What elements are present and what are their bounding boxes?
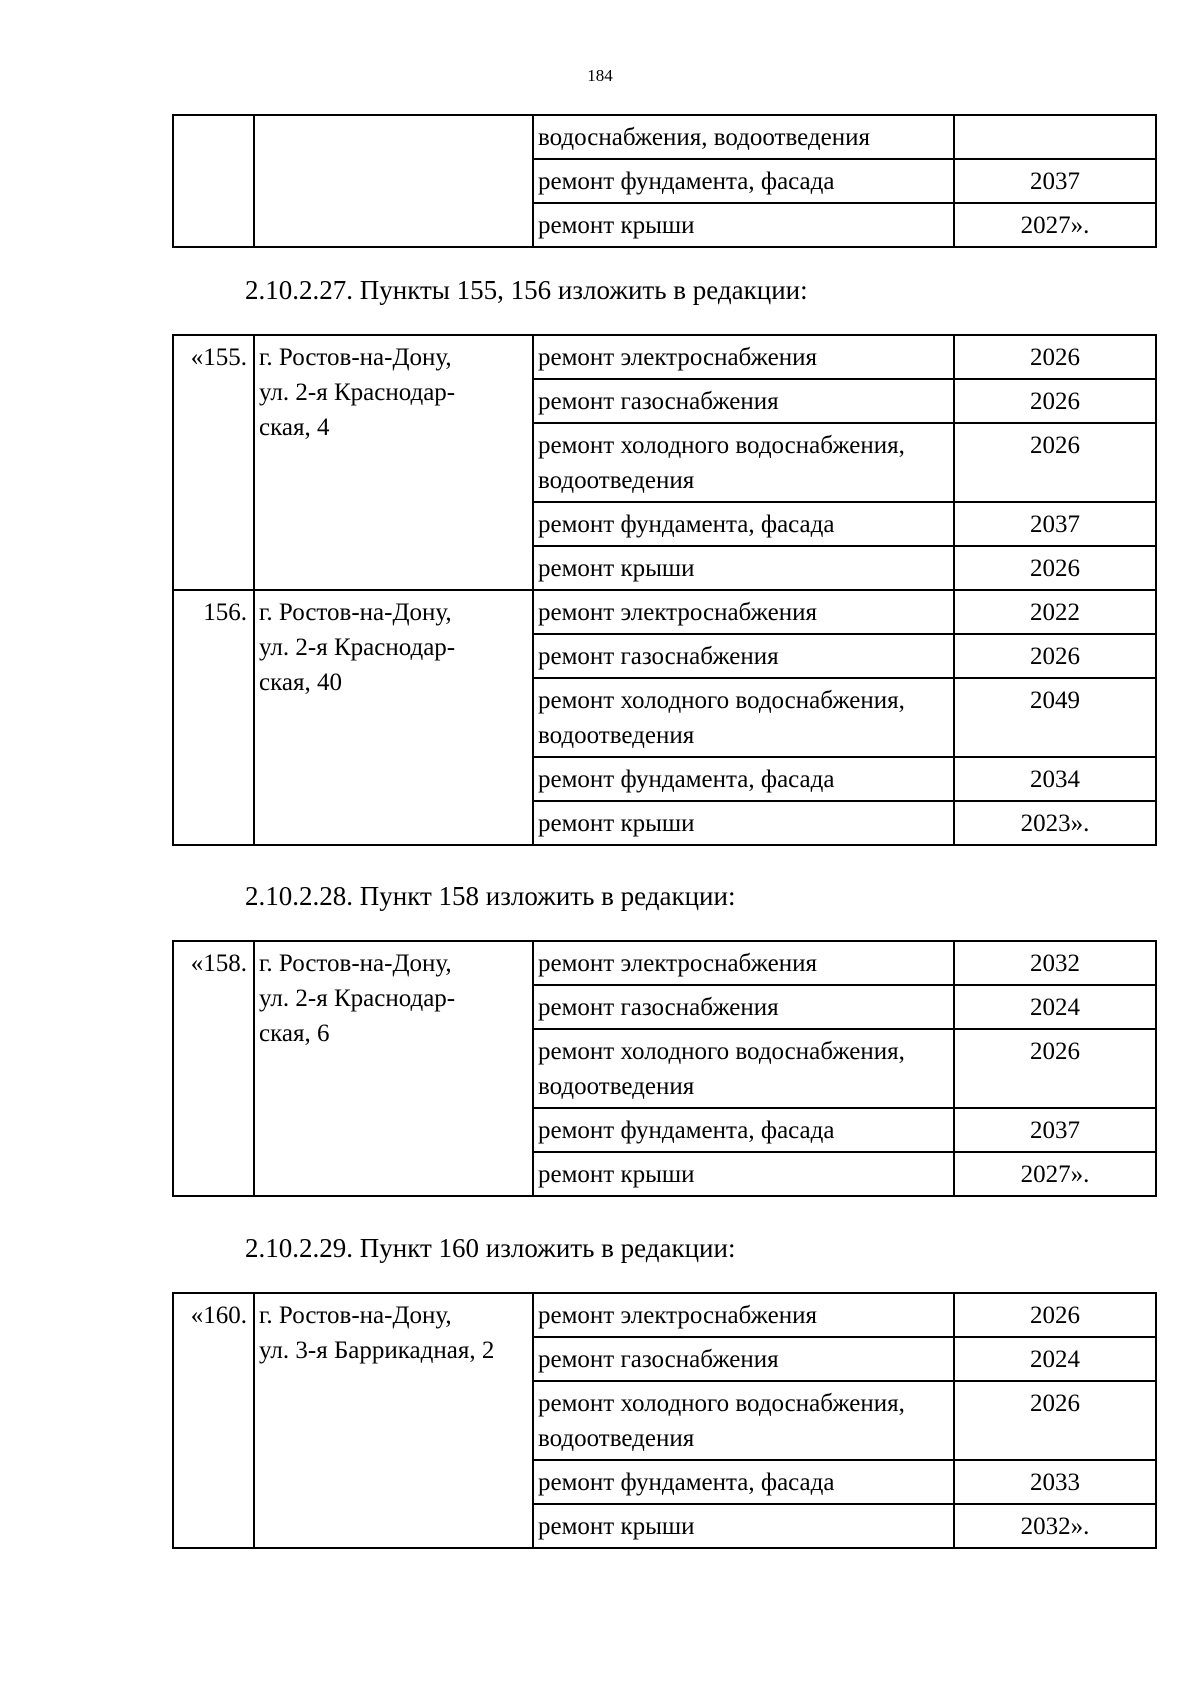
section-table xyxy=(172,940,1157,1197)
section-heading: 2.10.2.28. Пункт 158 изложить в редакции: xyxy=(245,881,736,911)
year-cell: 2026 xyxy=(954,1293,1156,1337)
work-cell: ремонт газоснабжения xyxy=(533,634,954,678)
table-row xyxy=(173,941,1156,985)
work-cell: водоснабжения, водоотведения xyxy=(533,115,954,159)
page-number: 184 xyxy=(587,66,613,85)
year-cell: 2026 xyxy=(954,1381,1156,1460)
work-cell: ремонт фундамента, фасада xyxy=(533,757,954,801)
table-row xyxy=(173,335,1156,379)
work-cell: ремонт фундамента, фасада xyxy=(533,159,954,203)
section-heading: 2.10.2.27. Пункты 155, 156 изложить в редакции: xyxy=(245,275,808,305)
work-cell: ремонт фундамента, фасада xyxy=(533,1460,954,1504)
table-row xyxy=(173,115,1156,159)
work-cell: ремонт фундамента, фасада xyxy=(533,502,954,546)
year-cell: 2049 xyxy=(954,678,1156,757)
year-cell: 2026 xyxy=(954,634,1156,678)
work-cell: ремонт электроснабжения xyxy=(533,941,954,985)
work-cell: ремонт холодного водоснабжения, водоотведения xyxy=(533,1029,954,1108)
year-cell: 2027». xyxy=(954,203,1156,247)
item-number-cell: 156. xyxy=(173,590,254,845)
year-cell: 2032 xyxy=(954,941,1156,985)
year-cell: 2026 xyxy=(954,423,1156,502)
year-cell: 2032». xyxy=(954,1504,1156,1548)
work-cell: ремонт крыши xyxy=(533,203,954,247)
item-number-cell: «155. xyxy=(173,335,254,590)
work-cell: ремонт крыши xyxy=(533,1504,954,1548)
year-cell xyxy=(954,115,1156,159)
work-cell: ремонт крыши xyxy=(533,1152,954,1196)
work-cell: ремонт крыши xyxy=(533,801,954,845)
year-cell: 2024 xyxy=(954,985,1156,1029)
year-cell: 2034 xyxy=(954,757,1156,801)
address-cell xyxy=(254,115,533,247)
continuation-table xyxy=(172,114,1157,248)
work-cell: ремонт фундамента, фасада xyxy=(533,1108,954,1152)
year-cell: 2026 xyxy=(954,379,1156,423)
work-cell: ремонт крыши xyxy=(533,546,954,590)
work-cell: ремонт холодного водоснабжения, водоотведения xyxy=(533,678,954,757)
work-cell: ремонт холодного водоснабжения, водоотведения xyxy=(533,1381,954,1460)
address-cell: г. Ростов-на-Дону, ул. 2-я Краснодар- ская, 4 xyxy=(254,335,533,590)
year-cell: 2033 xyxy=(954,1460,1156,1504)
work-cell: ремонт газоснабжения xyxy=(533,379,954,423)
work-cell: ремонт холодного водоснабжения, водоотведения xyxy=(533,423,954,502)
year-cell: 2037 xyxy=(954,502,1156,546)
year-cell: 2027». xyxy=(954,1152,1156,1196)
table-row xyxy=(173,590,1156,634)
year-cell: 2024 xyxy=(954,1337,1156,1381)
item-number-cell: «158. xyxy=(173,941,254,1196)
work-cell: ремонт электроснабжения xyxy=(533,335,954,379)
section-table xyxy=(172,334,1157,846)
year-cell: 2037 xyxy=(954,1108,1156,1152)
address-cell: г. Ростов-на-Дону, ул. 2-я Краснодар- ская, 6 xyxy=(254,941,533,1196)
address-cell: г. Ростов-на-Дону, ул. 2-я Краснодар- ская, 40 xyxy=(254,590,533,845)
section-heading: 2.10.2.29. Пункт 160 изложить в редакции: xyxy=(245,1233,736,1263)
work-cell: ремонт газоснабжения xyxy=(533,985,954,1029)
section-table xyxy=(172,1292,1157,1549)
year-cell: 2026 xyxy=(954,335,1156,379)
item-number-cell xyxy=(173,115,254,247)
year-cell: 2023». xyxy=(954,801,1156,845)
work-cell: ремонт электроснабжения xyxy=(533,590,954,634)
year-cell: 2022 xyxy=(954,590,1156,634)
item-number-cell: «160. xyxy=(173,1293,254,1548)
year-cell: 2026 xyxy=(954,1029,1156,1108)
year-cell: 2026 xyxy=(954,546,1156,590)
year-cell: 2037 xyxy=(954,159,1156,203)
work-cell: ремонт газоснабжения xyxy=(533,1337,954,1381)
table-row xyxy=(173,1293,1156,1337)
work-cell: ремонт электроснабжения xyxy=(533,1293,954,1337)
address-cell: г. Ростов-на-Дону, ул. 3-я Баррикадная, 2 xyxy=(254,1293,533,1548)
